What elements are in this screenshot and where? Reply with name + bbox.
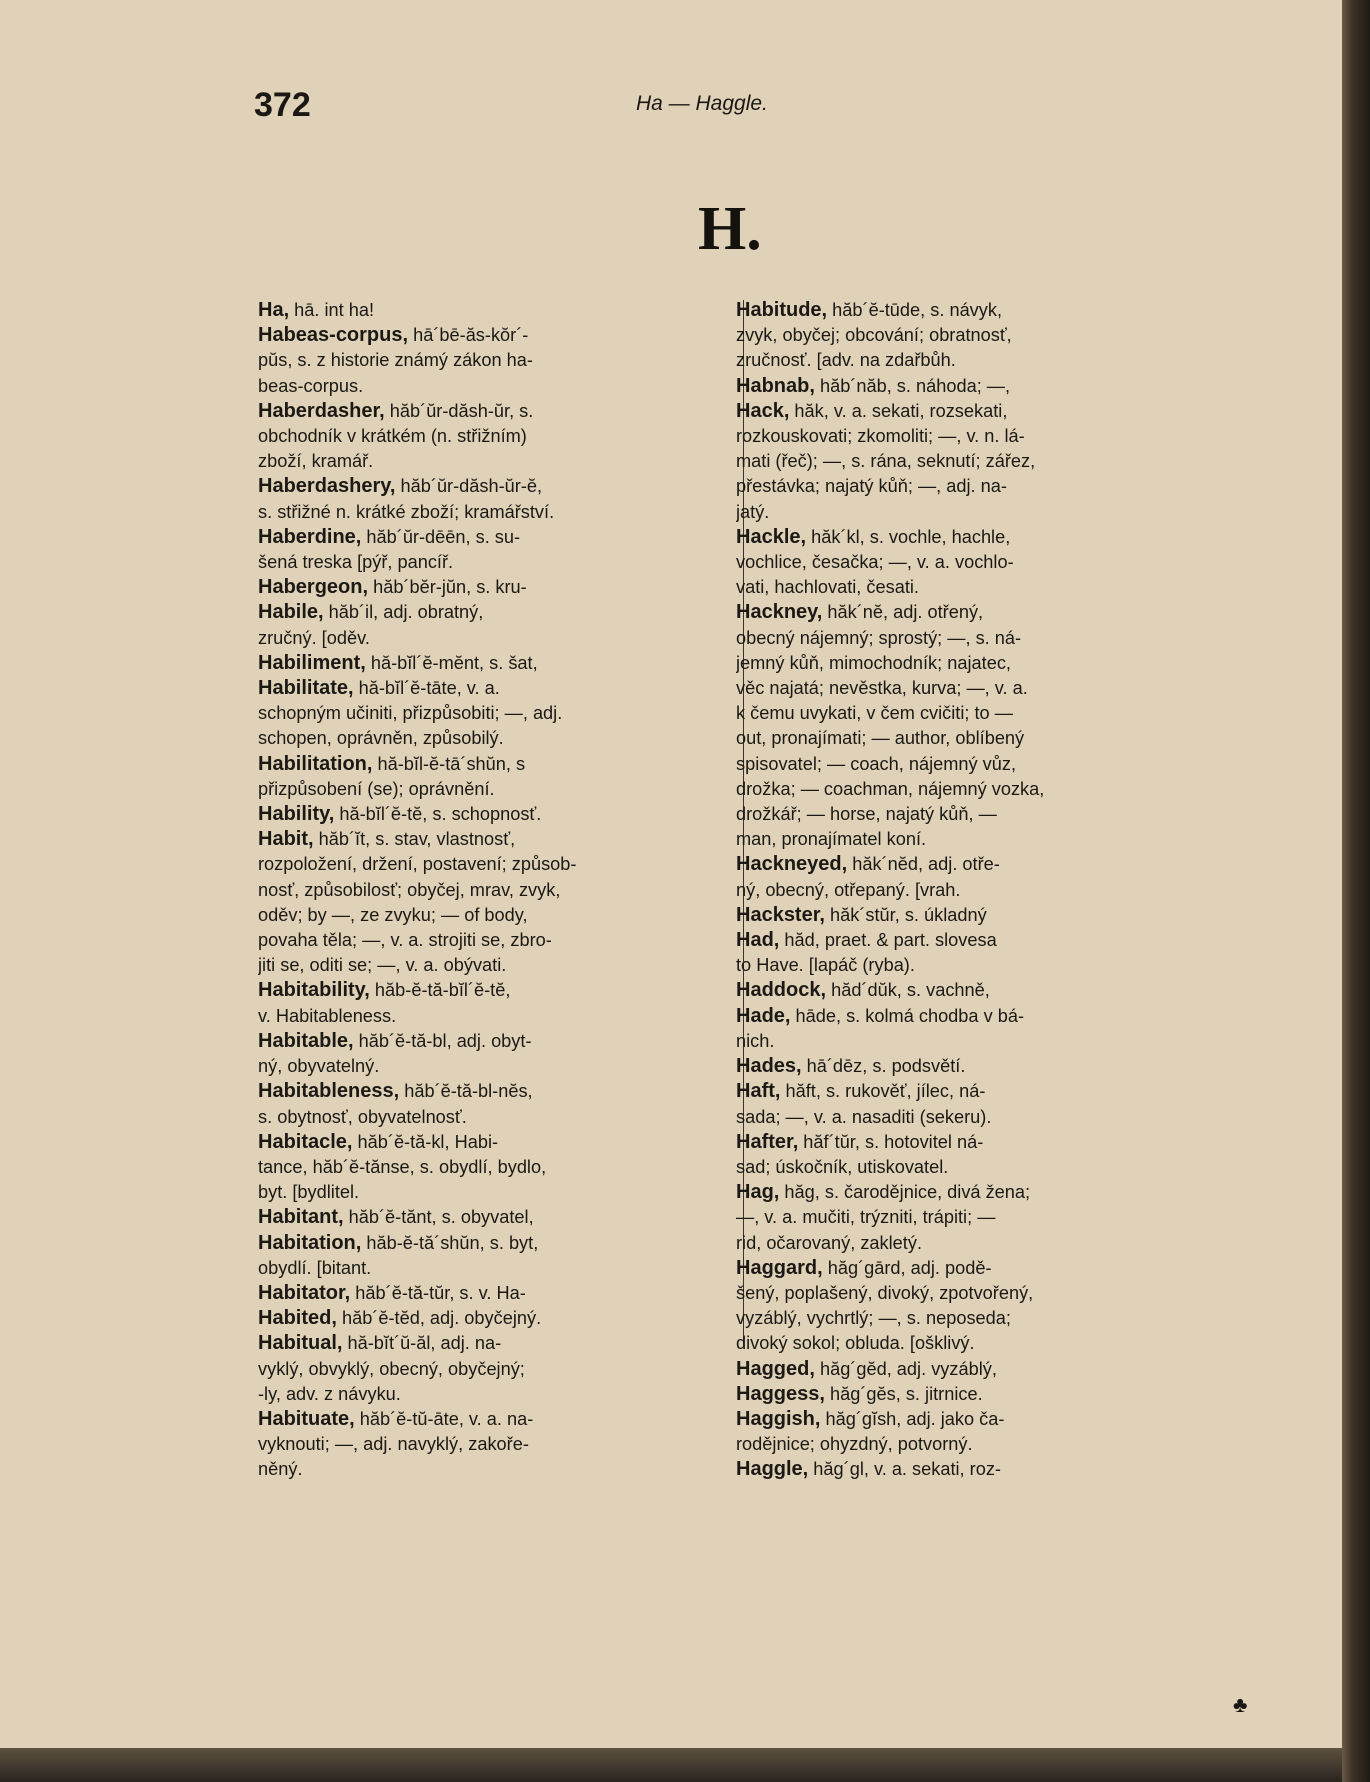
dictionary-entry-line xyxy=(258,1079,728,1104)
headword: Haberdashery, xyxy=(258,475,396,498)
dictionary-continuation-line xyxy=(736,1205,1206,1230)
entry-text: sada; —, v. a. nasaditi (sekeru). xyxy=(736,1106,992,1127)
dictionary-continuation-line xyxy=(258,1180,728,1205)
dictionary-continuation-line xyxy=(736,1281,1206,1306)
entry-text: hăb´ĕ-tănt, s. obyvatel, xyxy=(343,1207,534,1228)
headword: Hafter, xyxy=(736,1130,799,1153)
dictionary-entry-line xyxy=(258,978,728,1003)
entry-text: hăg´gĕs, s. jitrnice. xyxy=(824,1383,983,1404)
entry-text: hăb´ĕ-tĕd, adj. obyčejný. xyxy=(336,1308,542,1329)
entry-text: hăb´ĕ-tă-kl, Habi- xyxy=(352,1131,499,1152)
headword: Hades, xyxy=(736,1055,802,1078)
printer-mark: ♣ xyxy=(1233,1692,1248,1717)
dictionary-entry-line xyxy=(258,575,728,600)
dictionary-continuation-line xyxy=(258,348,728,373)
dictionary-continuation-line xyxy=(736,676,1206,701)
entry-text: vati, hachlovati, česati. xyxy=(736,577,919,598)
dictionary-entry-line xyxy=(736,374,1206,399)
entry-text: tance, hăb´ĕ-tănse, s. obydlí, bydlo, xyxy=(258,1156,547,1177)
dictionary-entry-line xyxy=(736,1180,1206,1205)
entry-text: rozpoložení, držení, postavení; způsob- xyxy=(258,854,577,875)
entry-text: man, pronajímatel koní. xyxy=(736,829,927,850)
headword: Haggle, xyxy=(736,1458,809,1481)
entry-text: hăg´gĭsh, adj. jako ča- xyxy=(820,1408,1005,1429)
entry-text: mati (řeč); —, s. rána, seknutí; zářez, xyxy=(736,451,1036,472)
dictionary-continuation-line xyxy=(258,1256,728,1281)
headword: Habitable, xyxy=(258,1029,354,1052)
dictionary-entry-line xyxy=(736,1382,1206,1407)
entry-text: jemný kůň, mimochodník; najatec, xyxy=(736,652,1011,673)
headword: Haft, xyxy=(736,1080,781,1103)
dictionary-entry-line xyxy=(258,525,728,550)
dictionary-continuation-line xyxy=(736,449,1206,474)
book-spine xyxy=(1342,0,1370,1782)
dictionary-continuation-line xyxy=(736,424,1206,449)
section-letter: H. xyxy=(698,195,762,263)
headword: Haggard, xyxy=(736,1256,823,1279)
dictionary-continuation-line xyxy=(258,1357,728,1382)
dictionary-continuation-line xyxy=(736,726,1206,751)
dictionary-entry-line xyxy=(258,1205,728,1230)
entry-text: hă-bĭt´ŭ-ăl, adj. na- xyxy=(342,1333,502,1354)
dictionary-entry-line xyxy=(258,1231,728,1256)
entry-text: hăb´năb, s. náhoda; —, xyxy=(814,375,1011,396)
entry-text: pŭs, s. z historie známý zákon ha- xyxy=(258,350,533,371)
headword: Haberdine, xyxy=(258,525,362,548)
entry-text: hāde, s. kolmá chodba v bá- xyxy=(790,1005,1025,1026)
entry-text: hăb´ĕ-tă-bl-nĕs, xyxy=(399,1081,533,1102)
headword: Hackney, xyxy=(736,601,823,624)
headword: Habitableness, xyxy=(258,1080,400,1103)
dictionary-entry-line xyxy=(736,978,1206,1003)
entry-text: hăb´ĕ-tă-tŭr, s. v. Ha- xyxy=(350,1282,526,1303)
entry-text: jatý. xyxy=(736,501,770,522)
dictionary-entry-line xyxy=(258,752,728,777)
headword: Habilitation, xyxy=(258,752,373,775)
entry-text: hă-bĭl´ĕ-tĕ, s. schopnosť. xyxy=(334,804,542,825)
entry-text: nich. xyxy=(736,1030,775,1051)
headword: Hability, xyxy=(258,803,335,826)
dictionary-entry-line xyxy=(258,651,728,676)
headword: Hackle, xyxy=(736,525,807,548)
headword: Habeas-corpus, xyxy=(258,324,409,347)
entry-text: hăf´tŭr, s. hotovitel ná- xyxy=(798,1131,984,1152)
dictionary-entry-line xyxy=(258,1331,728,1356)
dictionary-continuation-line xyxy=(736,323,1206,348)
dictionary-continuation-line xyxy=(258,701,728,726)
entry-text: spisovatel; — coach, nájemný vůz, xyxy=(736,753,1017,774)
dictionary-entry-line xyxy=(258,474,728,499)
entry-text: hăk´stŭr, s. úkladný xyxy=(824,904,987,925)
entry-text: to Have. [lapáč (ryba). xyxy=(736,955,915,976)
headword: Habit, xyxy=(258,828,314,851)
entry-text: šená treska [pýř, pancíř. xyxy=(258,552,454,573)
headword: Haggish, xyxy=(736,1407,821,1430)
entry-text: hăk, v. a. sekati, rozsekati, xyxy=(789,400,1008,421)
headword: Hag, xyxy=(736,1181,780,1204)
dictionary-continuation-line xyxy=(258,424,728,449)
entry-text: hăb´il, adj. obratný, xyxy=(323,602,484,623)
headword: Habitude, xyxy=(736,299,828,321)
dictionary-continuation-line xyxy=(258,852,728,877)
dictionary-continuation-line xyxy=(736,1155,1206,1180)
dictionary-continuation-line xyxy=(736,1432,1206,1457)
dictionary-continuation-line xyxy=(736,1231,1206,1256)
dictionary-entry-line xyxy=(736,1130,1206,1155)
headword: Habitant, xyxy=(258,1206,344,1229)
entry-text: zvyk, obyčej; obcování; obratnosť, xyxy=(736,325,1012,346)
dictionary-entry-line xyxy=(258,399,728,424)
headword: Habituate, xyxy=(258,1407,355,1430)
entry-text: povaha těla; —, v. a. strojiti se, zbro- xyxy=(258,930,552,951)
entry-text: out, pronajímati; — author, oblíbený xyxy=(736,728,1025,749)
headword: Habitability, xyxy=(258,979,370,1002)
dictionary-continuation-line xyxy=(258,500,728,525)
entry-text: něný. xyxy=(258,1459,303,1480)
entry-text: hăb´ŭr-dăsh-ŭr, s. xyxy=(384,400,534,421)
dictionary-entry-line xyxy=(736,525,1206,550)
entry-text: vyklý, obvyklý, obecný, obyčejný; xyxy=(258,1358,525,1379)
entry-text: hăb´bĕr-jŭn, s. kru- xyxy=(368,577,527,598)
dictionary-continuation-line xyxy=(736,348,1206,373)
entry-text: zručnosť. [adv. na zdařbůh. xyxy=(736,350,956,371)
headword: Hack, xyxy=(736,399,790,422)
dictionary-entry-line xyxy=(736,1256,1206,1281)
entry-text: k čemu uvykati, v čem cvičiti; to — xyxy=(736,703,1013,724)
headword: Habilitate, xyxy=(258,677,354,700)
dictionary-entry-line xyxy=(258,1407,728,1432)
entry-text: drožka; — coachman, nájemný vozka, xyxy=(736,778,1045,799)
entry-text: vyknouti; —, adj. navyklý, zakoře- xyxy=(258,1434,529,1455)
headword: Hackneyed, xyxy=(736,853,848,876)
dictionary-entry-line xyxy=(736,1407,1206,1432)
entry-text: hăg´gārd, adj. podě- xyxy=(822,1257,992,1278)
dictionary-continuation-line xyxy=(736,1306,1206,1331)
dictionary-entry-line xyxy=(736,928,1206,953)
entry-text: zboží, kramář. xyxy=(258,451,374,472)
entry-text: hăb-ĕ-tă´shŭn, s. byt, xyxy=(361,1232,539,1253)
dictionary-continuation-line xyxy=(736,626,1206,651)
entry-text: schopen, oprávněn, způsobilý. xyxy=(258,728,504,749)
dictionary-continuation-line xyxy=(736,1029,1206,1054)
dictionary-entry-line xyxy=(736,1079,1206,1104)
headword: Ha, xyxy=(258,299,290,321)
headword: Habile, xyxy=(258,601,324,624)
running-head: Ha — Haggle. xyxy=(636,92,768,115)
entry-text: vochlice, česačka; —, v. a. vochlo- xyxy=(736,552,1014,573)
entry-text: hăb´ŭr-dēēn, s. su- xyxy=(361,526,521,547)
entry-text: hăg´gĕd, adj. vyzáblý, xyxy=(814,1358,997,1379)
entry-text: hă-bĭl-ĕ-tā´shŭn, s xyxy=(372,753,526,774)
entry-text: vyzáblý, vychrtlý; —, s. neposeda; xyxy=(736,1308,1011,1329)
dictionary-continuation-line xyxy=(258,1155,728,1180)
dictionary-entry-line xyxy=(258,1281,728,1306)
entry-text: věc najatá; nevěstka, kurva; —, v. a. xyxy=(736,678,1028,699)
dictionary-continuation-line xyxy=(736,827,1206,852)
entry-text: hā´bē-ăs-kŏr´- xyxy=(408,325,529,346)
dictionary-continuation-line xyxy=(258,1432,728,1457)
headword: Habergeon, xyxy=(258,576,369,599)
entry-text: hă-bĭl´ĕ-tāte, v. a. xyxy=(353,678,500,699)
dictionary-continuation-line xyxy=(736,802,1206,827)
entry-text: hăg, s. čarodějnice, divá žena; xyxy=(779,1182,1031,1203)
entry-text: přizpůsobení (se); oprávnění. xyxy=(258,778,495,799)
entry-text: —, v. a. mučiti, trýzniti, trápiti; — xyxy=(736,1207,996,1228)
dictionary-continuation-line xyxy=(258,726,728,751)
entry-text: s. střižné n. krátké zboží; kramářství. xyxy=(258,501,555,522)
entry-text: hăb´ŭr-dăsh-ŭr-ĕ, xyxy=(395,476,543,497)
dictionary-continuation-line xyxy=(258,953,728,978)
dictionary-entry-line xyxy=(258,1029,728,1054)
dictionary-entry-line xyxy=(258,323,728,348)
dictionary-entry-line xyxy=(736,1004,1206,1029)
entry-text: přestávka; najatý kůň; —, adj. na- xyxy=(736,476,1007,497)
entry-text: zručný. [oděv. xyxy=(258,627,370,648)
dictionary-entry-line xyxy=(736,600,1206,625)
dictionary-entry-line xyxy=(736,852,1206,877)
entry-text: sad; úskočník, utiskovatel. xyxy=(736,1156,949,1177)
dictionary-continuation-line xyxy=(736,575,1206,600)
headword: Habiliment, xyxy=(258,651,366,674)
entry-text: obecný nájemný; sprostý; —, s. ná- xyxy=(736,627,1022,648)
dictionary-entry-line xyxy=(258,1306,728,1331)
entry-text: hăft, s. rukověť, jílec, ná- xyxy=(780,1081,986,1102)
entry-text: ný, obyvatelný. xyxy=(258,1056,380,1077)
entry-text: hā. int ha! xyxy=(289,300,375,320)
headword: Habitation, xyxy=(258,1231,362,1254)
entry-text: hăb´ĕ-tŭ-āte, v. a. na- xyxy=(354,1408,534,1429)
dictionary-continuation-line xyxy=(736,1331,1206,1356)
entry-text: hā´dēz, s. podsvětí. xyxy=(801,1056,966,1077)
headword: Haddock, xyxy=(736,979,827,1002)
entry-text: hăd´dŭk, s. vachně, xyxy=(826,980,990,1001)
dictionary-entry-line xyxy=(736,1054,1206,1079)
dictionary-continuation-line xyxy=(258,449,728,474)
dictionary-entry-line xyxy=(258,600,728,625)
entry-text: hăd, praet. & part. slovesa xyxy=(779,930,997,951)
entry-text: nosť, způsobilosť; obyčej, mrav, zvyk, xyxy=(258,879,561,900)
entry-text: v. Habitableness. xyxy=(258,1005,397,1026)
dictionary-continuation-line xyxy=(736,777,1206,802)
entry-text: hăb´ĕ-tă-bl, adj. obyt- xyxy=(353,1030,532,1051)
headword: Hackster, xyxy=(736,903,825,926)
dictionary-continuation-line xyxy=(258,374,728,399)
entry-text: hăb´ĭt, s. stav, vlastnosť, xyxy=(313,829,516,850)
headword: Haggess, xyxy=(736,1382,825,1405)
entry-text: divoký sokol; obluda. [ošklivý. xyxy=(736,1333,975,1354)
entry-text: -ly, adv. z návyku. xyxy=(258,1383,401,1404)
dictionary-continuation-line xyxy=(736,1105,1206,1130)
entry-text: šený, poplašený, divoký, zpotvořený, xyxy=(736,1282,1034,1303)
headword: Habited, xyxy=(258,1307,337,1330)
entry-text: jiti se, oditi se; —, v. a. obývati. xyxy=(258,955,507,976)
dictionary-continuation-line xyxy=(736,953,1206,978)
dictionary-continuation-line xyxy=(258,928,728,953)
dictionary-continuation-line xyxy=(736,878,1206,903)
dictionary-entry-line xyxy=(258,827,728,852)
headword: Habitacle, xyxy=(258,1130,353,1153)
dictionary-continuation-line xyxy=(258,626,728,651)
dictionary-continuation-line xyxy=(736,651,1206,676)
entry-text: oděv; by —, ze zvyku; — of body, xyxy=(258,904,528,925)
dictionary-entry-line xyxy=(736,903,1206,928)
headword: Had, xyxy=(736,929,780,952)
dictionary-continuation-line xyxy=(258,1054,728,1079)
entry-text: hăk´kl, s. vochle, hachle, xyxy=(806,526,1011,547)
headword: Habnab, xyxy=(736,374,815,397)
dictionary-continuation-line xyxy=(736,752,1206,777)
dictionary-continuation-line xyxy=(736,474,1206,499)
headword: Hagged, xyxy=(736,1357,815,1380)
dictionary-continuation-line xyxy=(736,500,1206,525)
dictionary-entry-line xyxy=(258,676,728,701)
page-number: 372 xyxy=(254,86,311,124)
entry-text: hăk´nĕ, adj. otřený, xyxy=(822,602,984,623)
entry-text: hăk´nĕd, adj. otře- xyxy=(847,854,1000,875)
entry-text: obchodník v krátkém (n. střižním) xyxy=(258,426,527,447)
dictionary-continuation-line xyxy=(258,1457,728,1482)
dictionary-continuation-line xyxy=(736,701,1206,726)
entry-text: obydlí. [bitant. xyxy=(258,1257,372,1278)
entry-text: schopným učiniti, přizpůsobiti; —, adj. xyxy=(258,703,563,724)
dictionary-continuation-line xyxy=(258,1382,728,1407)
entry-text: hă-bĭl´ĕ-mĕnt, s. šat, xyxy=(365,652,538,673)
headword: Haberdasher, xyxy=(258,399,385,422)
entry-text: rodějnice; ohyzdný, potvorný. xyxy=(736,1434,973,1455)
entry-text: s. obytnosť, obyvatelnosť. xyxy=(258,1106,467,1127)
dictionary-entry-line xyxy=(258,298,728,323)
dictionary-entry-line xyxy=(258,1130,728,1155)
dictionary-continuation-line xyxy=(258,777,728,802)
entry-text: hăb´ĕ-tūde, s. návyk, xyxy=(827,300,1003,320)
dictionary-continuation-line xyxy=(736,550,1206,575)
dictionary-entry-line xyxy=(736,399,1206,424)
dictionary-continuation-line xyxy=(258,1004,728,1029)
dictionary-entry-line xyxy=(258,802,728,827)
entry-text: beas-corpus. xyxy=(258,375,364,396)
headword: Habitator, xyxy=(258,1281,351,1304)
dictionary-entry-line xyxy=(736,1357,1206,1382)
dictionary-continuation-line xyxy=(258,1105,728,1130)
entry-text: hăg´gl, v. a. sekati, roz- xyxy=(808,1459,1001,1480)
entry-text: byt. [bydlitel. xyxy=(258,1182,360,1203)
entry-text: rozkouskovati; zkomoliti; —, v. n. lá- xyxy=(736,426,1025,447)
dictionary-continuation-line xyxy=(258,903,728,928)
right-column xyxy=(736,298,1206,1483)
entry-text: ný, obecný, otřepaný. [vrah. xyxy=(736,879,961,900)
dictionary-continuation-line xyxy=(258,878,728,903)
left-column xyxy=(258,298,728,1483)
dictionary-entry-line xyxy=(736,298,1206,323)
entry-text: rid, očarovaný, zakletý. xyxy=(736,1232,922,1253)
page-edge-shadow xyxy=(0,1748,1342,1782)
entry-text: drožkář; — horse, najatý kůň, — xyxy=(736,804,997,825)
entry-text: hăb-ĕ-tă-bĭl´ĕ-tĕ, xyxy=(369,980,511,1001)
headword: Habitual, xyxy=(258,1332,343,1355)
dictionary-continuation-line xyxy=(258,550,728,575)
headword: Hade, xyxy=(736,1004,791,1027)
dictionary-entry-line xyxy=(736,1457,1206,1482)
